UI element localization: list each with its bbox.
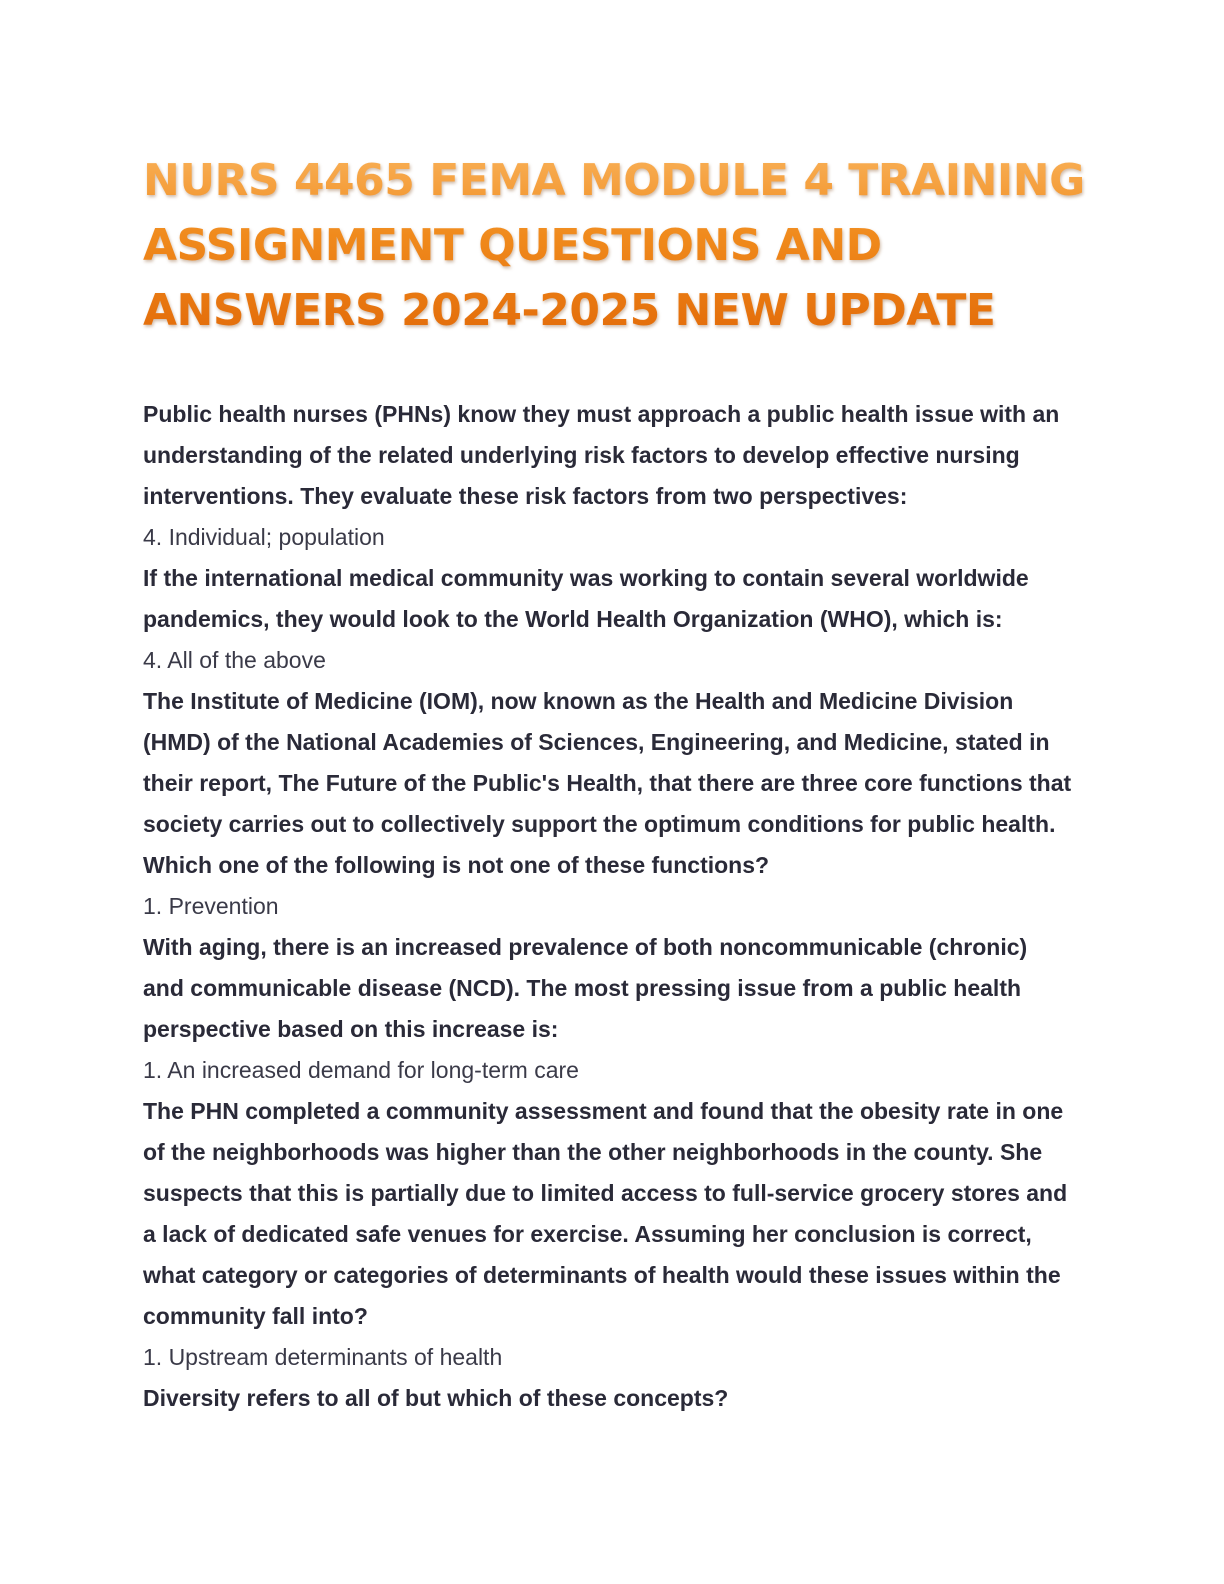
answer-text: 1. Upstream determinants of health	[143, 1344, 503, 1370]
answer-text: 1. Prevention	[143, 893, 279, 919]
question-answer-list	[143, 394, 1073, 1419]
answer-text: 4. All of the above	[143, 647, 326, 673]
answer-text: 4. Individual; population	[143, 524, 385, 550]
answer-text: 1. An increased demand for long-term care	[143, 1057, 579, 1083]
question-text: Diversity refers to all of but which of these concepts?	[143, 1385, 729, 1411]
document-title: NURS 4465 FEMA MODULE 4 TRAINING ASSIGNMENT QUESTIONS AND ANSWERS 2024-2025 NEW UPDATE	[143, 148, 1103, 343]
question-text: The Institute of Medicine (IOM), now known as the Health and Medicine Division (HMD) of the National Academies of Sciences, Engineering, and Medicine, stated in their report, The Future of the Public's Health, that there are three core functions that society carries out to collectively support the optimum conditions for public health. Which one of the following is not one of these functions?	[143, 688, 1072, 878]
question-text: With aging, there is an increased prevalence of both noncommunicable (chronic) and communicable disease (NCD). The most pressing issue from a public health perspective based on this increase is:	[143, 934, 1028, 1042]
question-text: The PHN completed a community assessment and found that the obesity rate in one of the neighborhoods was higher than the other neighborhoods in the county. She suspects that this is partially due to limited access to full-service grocery stores and a lack of dedicated safe venues for exercise. Assuming her conclusion is correct, what category or categories of determinants of health would these issues within the community fall into?	[143, 1098, 1068, 1329]
question-text: If the international medical community was working to contain several worldwide pandemics, they would look to the World Health Organization (WHO), which is:	[143, 565, 1029, 632]
question-text: Public health nurses (PHNs) know they must approach a public health issue with an understanding of the related underlying risk factors to develop effective nursing interventions. They evaluate these risk factors from two perspectives:	[143, 401, 1060, 509]
